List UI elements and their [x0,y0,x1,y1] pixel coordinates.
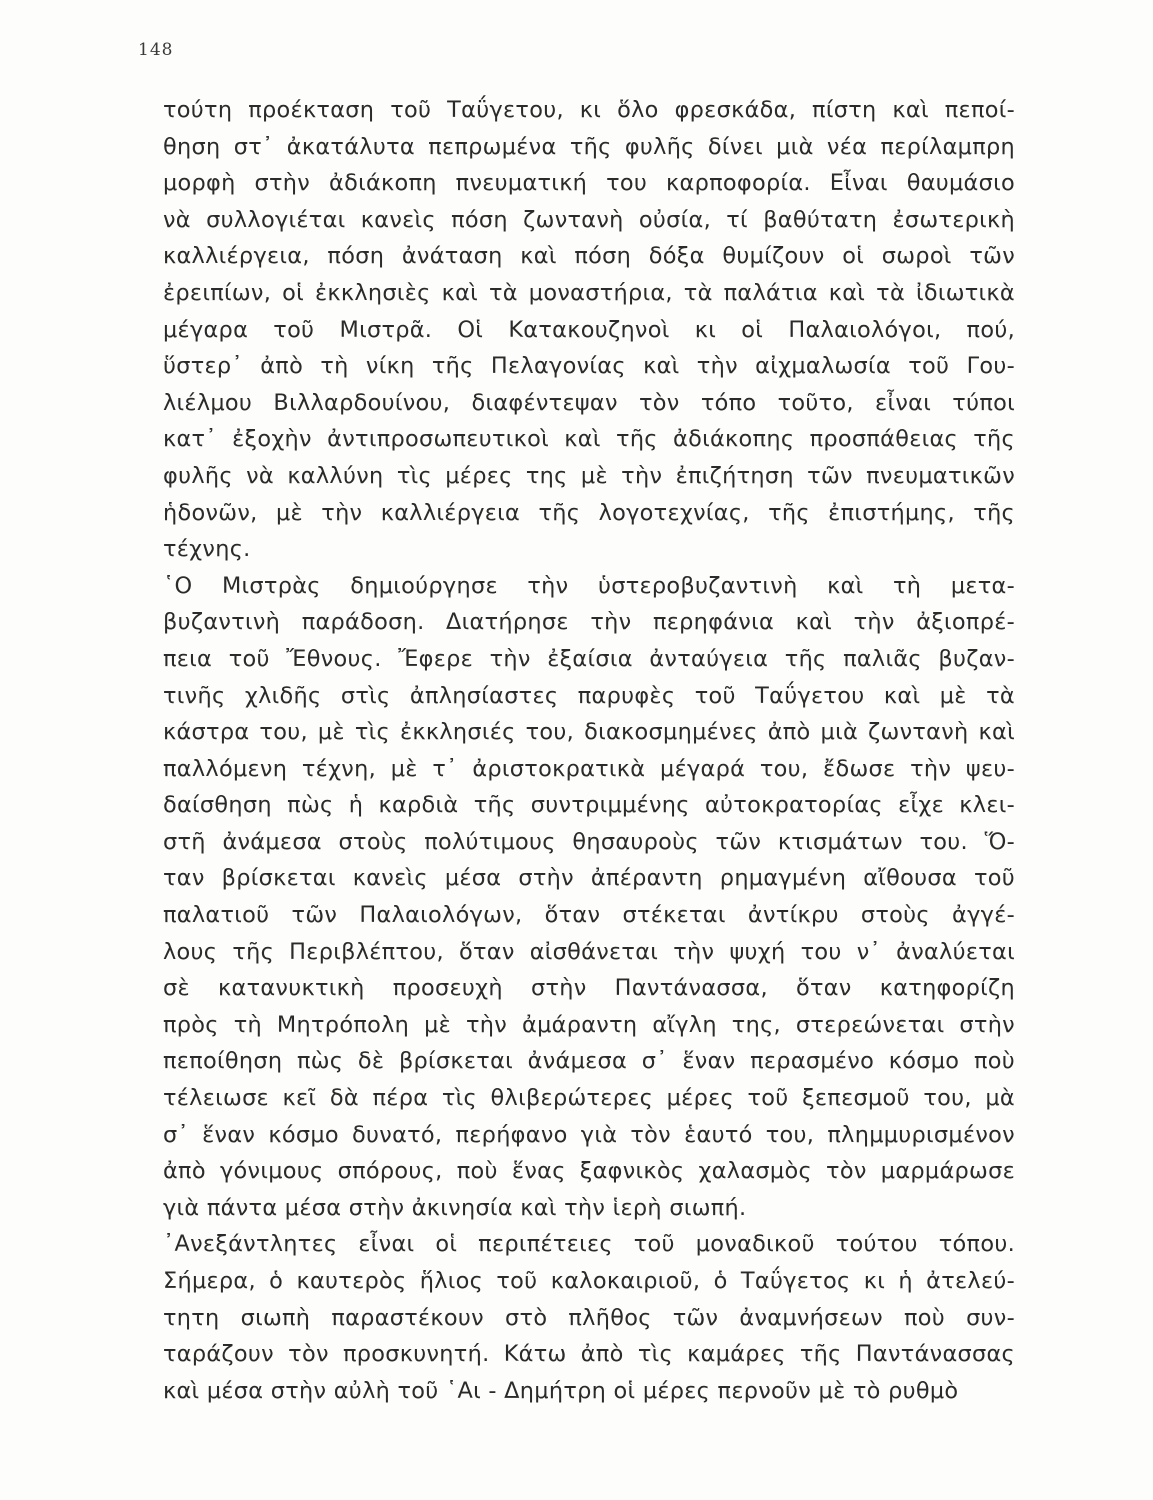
text-line: πρὸς τὴ Μητρόπολη μὲ τὴν ἀμάραντη αἴγλη της, στερεώνεται στὴν [163,1011,1015,1038]
text-line: ταράζουν τὸν προσκυνητή. Κάτω ἀπὸ τὶς καμάρες τῆς Παντάνασσας [163,1341,1015,1368]
text-line: ᾿Ανεξάντλητες εἶναι οἱ περιπέτειες τοῦ μοναδικοῦ τούτου τόπου. [163,1231,1015,1258]
text-line: ἡδονῶν, μὲ τὴν καλλιέργεια τῆς λογοτεχνίας, τῆς ἐπιστήμης, τῆς [163,499,1015,526]
paragraph [163,1226,1015,1409]
text-line: καὶ μέσα στὴν αὐλὴ τοῦ ῾Αι - Δημήτρη οἱ μέρες περνοῦν μὲ τὸ ρυθμὸ [163,1377,959,1404]
text-line: Σήμερα, ὁ καυτερὸς ἥλιος τοῦ καλοκαιριοῦ, ὁ Ταΰγετος κι ἡ ἀτελεύ- [163,1268,1015,1294]
paragraph [163,568,1015,1227]
text-line: μορφὴ στὴν ἀδιάκοπη πνευματική του καρποφορία. Εἶναι θαυμάσιο [163,170,1015,197]
text-line: τητη σιωπὴ παραστέκουν στὸ πλῆθος τῶν ἀναμνήσεων ποὺ συν- [163,1304,1015,1331]
text-line: πεια τοῦ Ἔθνους. Ἔφερε τὴν ἐξαίσια ἀνταύγεια τῆς παλιᾶς βυζαν- [163,645,1015,672]
text-line: δαίσθηση πὼς ἡ καρδιὰ τῆς συντριμμένης αὐτοκρατορίας εἶχε κλει- [163,792,1015,819]
text-line: παλλόμενη τέχνη, μὲ τ᾿ ἀριστοκρατικὰ μέγαρά του, ἔδωσε τὴν ψευ- [163,755,1015,782]
text-line: τέλειωσε κεῖ δὰ πέρα τὶς θλιβερώτερες μέρες τοῦ ξεπεσμοῦ του, μὰ [163,1085,1015,1112]
text-line: ταν βρίσκεται κανεὶς μέσα στὴν ἀπέραντη ρημαγμένη αἴθουσα τοῦ [163,865,1015,892]
paragraph [163,92,1015,568]
text-line: λους τῆς Περιβλέπτου, ὅταν αἰσθάνεται τὴν ψυχή του ν᾿ ἀναλύεται [163,938,1015,965]
text-line: ῾Ο Μιστρὰς δημιούργησε τὴν ὑστεροβυζαντινὴ καὶ τὴ μετα- [163,572,1015,599]
text-line: ἀπὸ γόνιμους σπόρους, ποὺ ἕνας ξαφνικὸς χαλασμὸς τὸν μαρμάρωσε [163,1158,1015,1185]
text-line: κάστρα του, μὲ τὶς ἐκκλησιές του, διακοσμημένες ἀπὸ μιὰ ζωντανὴ καὶ [163,719,1015,746]
text-line: τινῆς χλιδῆς στὶς ἀπλησίαστες παρυφὲς τοῦ Ταΰγετου καὶ μὲ τὰ [163,682,1015,709]
text-line: νὰ συλλογιέται κανεὶς πόση ζωντανὴ οὐσία, τί βαθύτατη ἐσωτερικὴ [163,206,1015,233]
text-line: παλατιοῦ τῶν Παλαιολόγων, ὅταν στέκεται ἀντίκρυ στοὺς ἀγγέ- [163,902,1015,929]
text-line: τούτη προέκταση τοῦ Ταΰγετου, κι ὅλο φρεσκάδα, πίστη καὶ πεποί- [163,97,1015,123]
text-line: μέγαρα τοῦ Μιστρᾶ. Οἱ Κατακουζηνοὶ κι οἱ Παλαιολόγοι, πού, [163,316,1015,343]
body-text [163,92,1015,1409]
text-line: γιὰ πάντα μέσα στὴν ἀκινησία καὶ τὴν ἱερὴ σιωπή. [163,1194,747,1221]
text-line: ἐρειπίων, οἱ ἐκκλησιὲς καὶ τὰ μοναστήρια, τὰ παλάτια καὶ τὰ ἰδιωτικὰ [163,279,1015,306]
text-line: σ᾿ ἕναν κόσμο δυνατό, περήφανο γιὰ τὸν ἑαυτό του, πλημμυρισμένον [163,1121,1015,1148]
text-line: θηση στ᾿ ἀκατάλυτα πεπρωμένα τῆς φυλῆς δίνει μιὰ νέα περίλαμπρη [163,133,1015,160]
text-line: ὕστερ᾿ ἀπὸ τὴ νίκη τῆς Πελαγονίας καὶ τὴν αἰχμαλωσία τοῦ Γου- [163,353,1015,380]
text-line: τέχνης. [163,536,251,563]
text-line: λιέλμου Βιλλαρδουίνου, διαφέντεψαν τὸν τόπο τοῦτο, εἶναι τύποι [163,389,1015,416]
text-line: φυλῆς νὰ καλλύνη τὶς μέρες της μὲ τὴν ἐπιζήτηση τῶν πνευματικῶν [163,462,1015,489]
text-line: στῆ ἀνάμεσα στοὺς πολύτιμους θησαυροὺς τῶν κτισμάτων του. Ὅ- [163,828,1015,855]
text-line: καλλιέργεια, πόση ἀνάταση καὶ πόση δόξα θυμίζουν οἱ σωροὶ τῶν [163,243,1015,270]
text-line: σὲ κατανυκτικὴ προσευχὴ στὴν Παντάνασσα, ὅταν κατηφορίζη [163,975,1015,1002]
page-number: 148 [138,40,174,60]
text-line: κατ᾿ ἐξοχὴν ἀντιπροσωπευτικοὶ καὶ τῆς ἀδιάκοπης προσπάθειας τῆς [163,426,1015,453]
text-line: βυζαντινὴ παράδοση. Διατήρησε τὴν περηφάνια καὶ τὴν ἀξιοπρέ- [163,609,1015,636]
text-line: πεποίθηση πὼς δὲ βρίσκεται ἀνάμεσα σ᾿ ἕναν περασμένο κόσμο ποὺ [163,1048,1015,1075]
